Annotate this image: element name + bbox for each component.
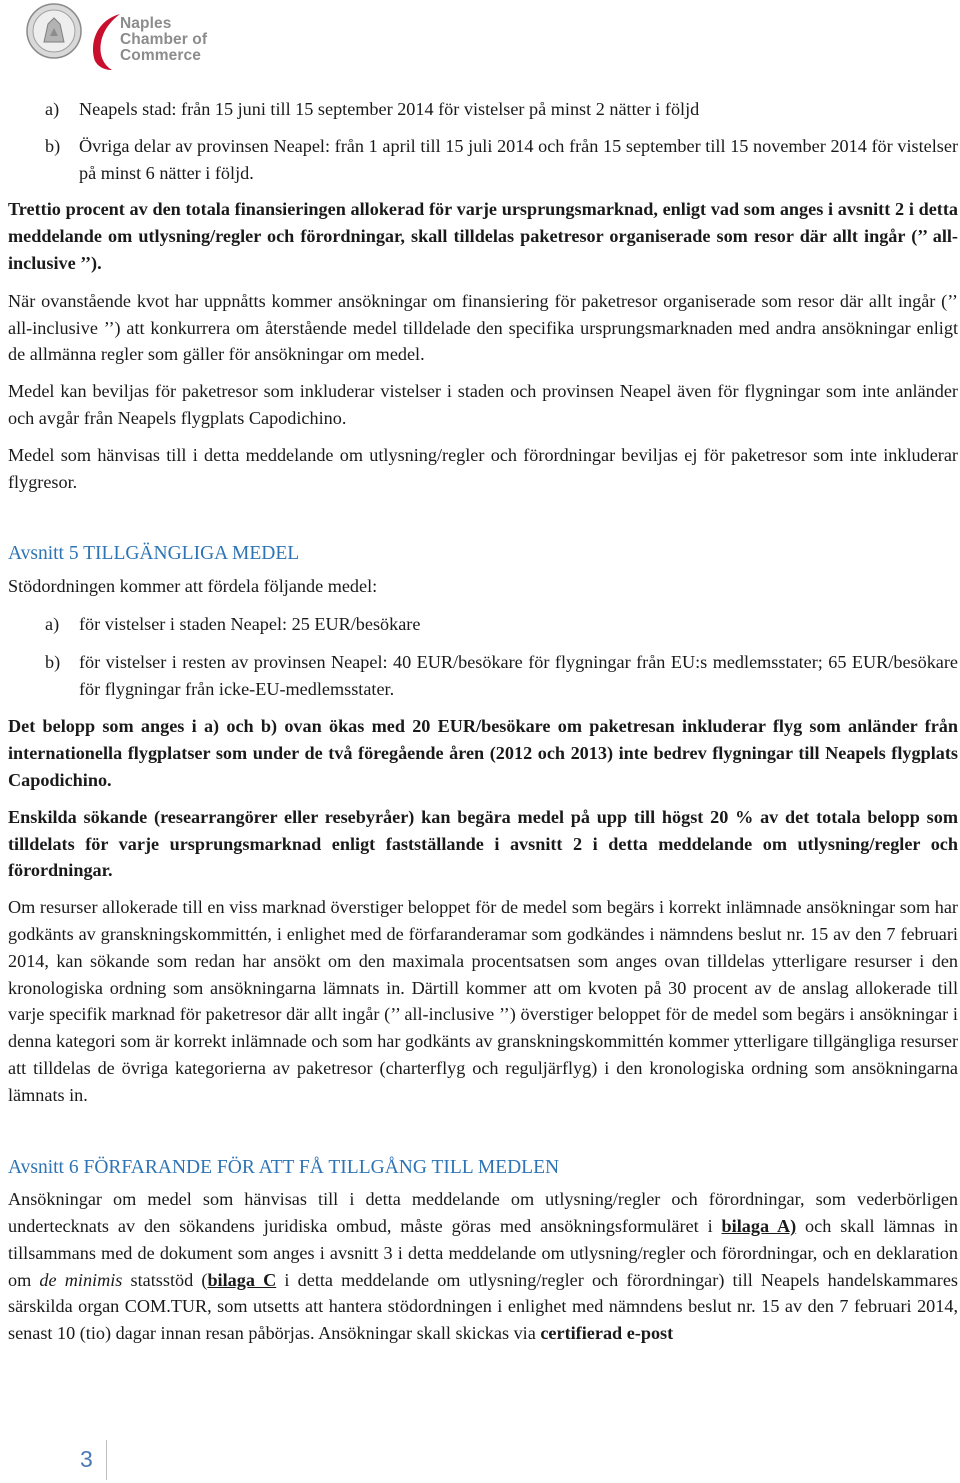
- brand-name: [120, 16, 288, 64]
- paragraph: Medel kan beviljas för paketresor som inkluderar vistelser i staden och provinsen Neapel även för flygningar som inte anländer och avgår från Neapels flygplats Capodichino.: [8, 381, 958, 428]
- text-italic: de minimis: [39, 1269, 123, 1290]
- list-text: Neapels stad: från 15 juni till 15 september 2014 för vistelser på minst 2 nätter i följd: [79, 99, 700, 119]
- paragraph: Stödordningen kommer att fördela följande medel:: [8, 576, 378, 597]
- bilaga-a-link[interactable]: bilaga A): [721, 1216, 797, 1237]
- list-marker: b): [45, 135, 61, 156]
- list-item: [8, 611, 958, 638]
- bilaga-c-link[interactable]: bilaga C: [207, 1269, 277, 1290]
- paragraph-bold: Trettio procent av den totala finansieringen allokerad för varje ursprungsmarknad, enligt vad som anges i avsnitt 2 i detta meddelande om utlysning/regler och förordningar, skall tilldelas paketresor organiserade som resor där allt ingår (’’ all-inclusive ’’).: [8, 199, 958, 273]
- list-text: för vistelser i resten av provinsen Neapel: 40 EUR/besökare för flygningar från EU:s medlemsstater; 65 EUR/besökare för flygningar från icke-EU-medlemsstater.: [79, 651, 958, 699]
- chamber-seal-logo: [24, 2, 84, 60]
- text-run: och skall lämnas in tillsammans med de dokument som anges i avsnitt 3 i detta meddelande om utlysning/regler och förordningar, och en deklaration om: [8, 1216, 958, 1290]
- brand-line-1: Naples: [120, 15, 172, 32]
- text-bold: certifierad e-post: [540, 1323, 674, 1344]
- brand-line-2: Chamber of Commerce: [120, 31, 208, 64]
- page-number: 3: [80, 1446, 93, 1472]
- text-run: statsstöd (: [122, 1269, 208, 1290]
- section-heading: Avsnitt 5 TILLGÄNGLIGA MEDEL: [8, 543, 300, 565]
- footer-divider: [106, 1440, 107, 1480]
- paragraph-bold: Det belopp som anges i a) och b) ovan ökas med 20 EUR/besökare om paketresan inkluderar flyg som anländer från internationella flygplatser som under de två föregående åren (2012 och 2013) inte bedrev flygningar till Neapels flygplats Capodichino.: [8, 716, 958, 790]
- text-run: i detta meddelande om utlysning/regler och förordningar) till Neapels handelskammares särskilda organ COM.TUR, som utsetts att hantera stödordningen i enlighet med nämndens beslut nr. 15 av den 7 februari 2014, senast 10 (tio) dagar innan resan påbörjas. Ansökningar skall skickas via: [8, 1269, 958, 1344]
- paragraph-bold: Enskilda sökande (researrangörer eller resebyråer) kan begära medel på upp till högst 20 % av det totala belopp som tilldelats för varje ursprungsmarknad enligt fastställande i avsnitt 2 i detta meddelande om utlysning/regler och förordningar.: [8, 806, 958, 881]
- paragraph: Medel som hänvisas till i detta meddelande om utlysning/regler och förordningar beviljas ej för paketresor som inte inkluderar flygresor.: [8, 444, 958, 492]
- paragraph: När ovanstående kvot har uppnåtts kommer ansökningar om finansiering för paketresor organiserade som resor där allt ingår (’’ all-inclusive ’’) att konkurrera om återstående medel tilldelade den specifika ursprungsmarknaden med andra ansökningar enligt de allmänna regler som gäller för ansökningar om medel.: [8, 290, 958, 365]
- page-header: [0, 0, 960, 80]
- text-run: Ansökningar om medel som hänvisas till i detta meddelande om utlysning/regler och förordningar, som vederbörligen undertecknats av den sökandens juridiska ombud, måste göras med ansökningsformuläret i: [8, 1189, 958, 1237]
- list-text: för vistelser i staden Neapel: 25 EUR/besökare: [79, 613, 421, 634]
- section-heading: Avsnitt 6 FÖRFARANDE FÖR ATT FÅ TILLGÅNG TILL MEDLEN: [8, 1156, 560, 1178]
- list-item: [8, 133, 958, 187]
- list-text: Övriga delar av provinsen Neapel: från 1 april till 15 juli 2014 och från 15 september till 15 november 2014 för vistelser på minst 6 nätter i följd.: [79, 135, 958, 183]
- list-marker: b): [45, 651, 61, 672]
- paragraph: Om resurser allokerade till en viss marknad överstiger beloppet för de medel som begärs i korrekt inlämnade ansökningar som har godkänts av granskningskommittén, i enlighet med de förfaranderamar som godkändes i nämndens beslut nr. 15 av den 7 februari 2014, kan sökande som redan har ansökt om den maximala procentsatsen som anges ovan tilldelas ytterligare resurser i den kronologiska ordning som ansökningarna lämnats in. Därtill kommer att om kvoten på 30 procent av de anslag allokerade till varje specifik marknad för paketresor där allt ingår (’’ all-inclusive ’’) överstiger beloppet för de medel som begärs i ansökningar i denna kategori som är korrekt inlämnade och som har godkänts av granskningskommittén kommer ytterligare tillgängliga resurser att tilldelas de övriga kategorierna av paketresor (charterflyg och reguljärflyg) i den kronologiska ordning som ansökningarna lämnats in.: [8, 897, 958, 1105]
- list-item: [8, 649, 958, 703]
- page-footer: [0, 1440, 960, 1483]
- document-body: [8, 96, 958, 1347]
- list-marker: a): [45, 613, 60, 634]
- list-marker: a): [45, 99, 60, 119]
- list-item: [8, 96, 958, 123]
- brand-logo: [88, 4, 288, 72]
- paragraph: [8, 1186, 958, 1347]
